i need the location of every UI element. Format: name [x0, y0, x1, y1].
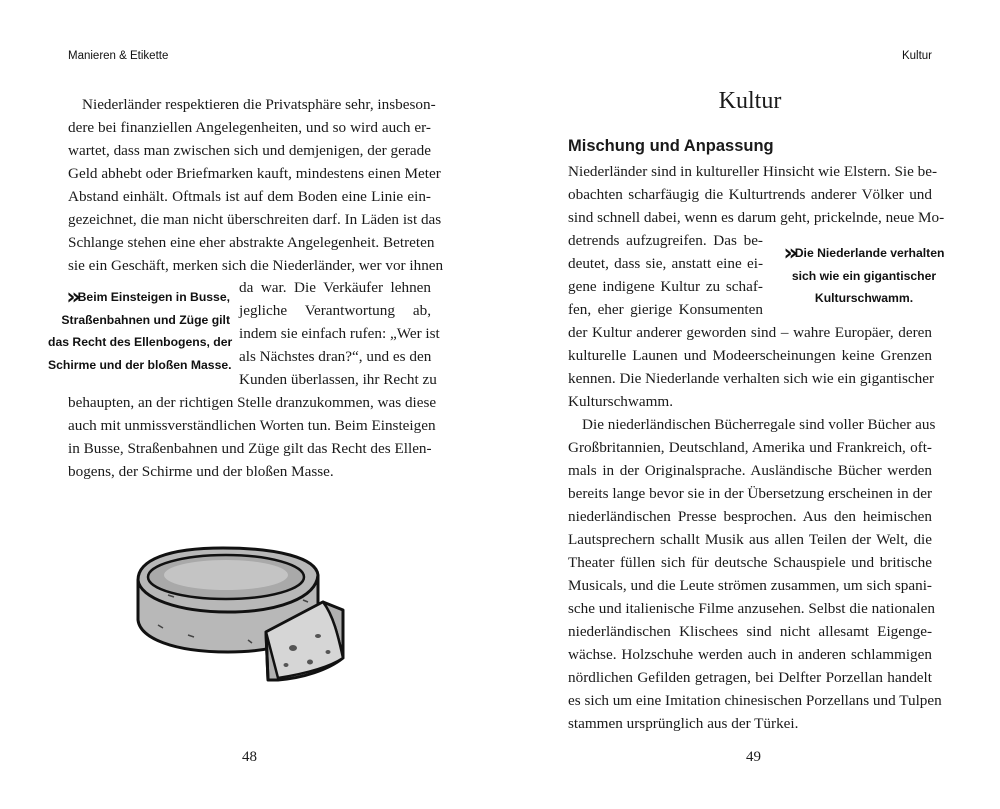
text-line: als Nächstes dran?“, und es den	[239, 348, 432, 365]
text-line: da war. Die Verkäufer lehnen	[239, 279, 431, 296]
text-line: deutet, dass sie, anstatt eine ei-	[568, 255, 763, 272]
text-line: Die niederländischen Bücherregale sind voller Bücher aus	[582, 416, 936, 433]
pull-quote-line: Beim Einsteigen in Busse,	[77, 290, 230, 304]
pull-quote-right	[776, 242, 952, 310]
text-line: Musicals, und die Leute strömen zusammen, um sich spani-	[568, 577, 932, 594]
pull-quote-line: Straßenbahnen und Züge gilt	[61, 312, 230, 327]
text-line: fen, eher gierige Konsumenten	[568, 301, 763, 318]
text-line: nördlichen Gefilden getragen, bei Delfter Porzellan handelt	[568, 669, 932, 686]
text-line: niederländischen Presse besprochen. Aus den heimischen	[568, 508, 932, 525]
text-line: in Busse, Straßenbahnen und Züge gilt das Recht des Ellen-	[68, 440, 432, 457]
text-line: niederländischen Klischees sind nicht allesamt Eigenge-	[568, 623, 932, 640]
text-line: kulturelle Launen und Modeerscheinungen keine Grenzen	[568, 347, 932, 364]
pull-quote-line: das Recht des Ellenbogens, der	[48, 335, 233, 349]
text-line: gene indigene Kultur zu schaf-	[568, 278, 763, 295]
running-head-left: Manieren & Etikette	[68, 50, 169, 62]
running-head-right: Kultur	[901, 50, 932, 62]
text-line: stammen ursprünglich aus der Türkei.	[568, 715, 799, 732]
right-page	[500, 0, 1000, 809]
cheese-wheel-icon	[128, 540, 358, 690]
text-line: detrends aufzugreifen. Das be-	[568, 232, 763, 249]
text-line: Kunden überlassen, ihr Recht zu	[239, 371, 437, 388]
text-line: Großbritannien, Deutschland, Amerika und Frankreich, oft-	[568, 439, 932, 456]
text-line: jegliche Verantwortung ab,	[239, 302, 431, 319]
text-line: wartet, dass man zwischen sich und demjenigen, der gerade	[68, 142, 431, 159]
pull-quote-line: Schirme und der bloßen Masse.	[48, 357, 232, 372]
text-line: mals in der Originalsprache. Ausländische Bücher werden	[568, 462, 932, 479]
text-line: Niederländer respektieren die Privatsphäre sehr, insbeson-	[82, 96, 436, 113]
text-line: Geld abhebt oder Briefmarken kauft, mindestens einen Meter	[68, 165, 441, 182]
text-line: indem sie einfach rufen: „Wer ist	[239, 325, 440, 342]
chevron-right-icon: »	[783, 241, 794, 266]
text-line: gezeichnet, die man nicht überschreiten darf. In Läden ist das	[68, 211, 442, 228]
chevron-right-icon: »	[66, 285, 77, 310]
pull-quote-line: Die Niederlande verhalten	[794, 246, 945, 260]
text-line: Lautsprechern schallt Musik aus allen Teilen der Welt, die	[568, 531, 932, 548]
text-line: Schlange stehen eine eher abstrakte Angelegenheit. Betreten	[68, 234, 435, 251]
text-line: es sich um eine Imitation chinesischen Porzellans und Tulpen	[568, 692, 942, 709]
text-line: wächse. Holzschuhe werden auch in anderen schlammigen	[568, 646, 932, 663]
text-line: kennen. Die Niederlande verhalten sich wie ein gigantischer	[568, 370, 935, 387]
page-number-right: 49	[746, 749, 761, 765]
text-line: der Kultur anderer geworden sind – wahre Europäer, deren	[568, 324, 932, 341]
page-number-left: 48	[242, 749, 257, 765]
section-title: Mischung und Anpassung	[568, 137, 774, 155]
text-line: Abstand einhält. Oftmals ist auf dem Boden eine Linie ein-	[68, 188, 431, 205]
text-line: sie ein Geschäft, merken sich die Niederländer, wer vor ihnen	[68, 257, 444, 274]
pull-quote-line: Kulturschwamm.	[814, 291, 914, 305]
text-line: behaupten, an der richtigen Stelle dranzukommen, was diese	[68, 394, 437, 411]
text-line: Niederländer sind in kultureller Hinsicht wie Elstern. Sie be-	[568, 163, 938, 180]
pull-quote-left	[48, 285, 233, 376]
text-line: Theater füllen sich für deutsche Schauspiele und britische	[568, 554, 932, 571]
text-line: dere bei finanziellen Angelegenheiten, und so wird auch er-	[68, 119, 431, 136]
text-line: sind schnell dabei, wenn es darum geht, prickelnde, neue Mo-	[568, 209, 945, 226]
pull-quote-line: sich wie ein gigantischer	[791, 268, 937, 283]
chapter-title: Kultur	[718, 88, 782, 114]
text-line: Kulturschwamm.	[568, 393, 674, 410]
text-line: sche und italienische Filme anzusehen. Selbst die nationalen	[568, 600, 935, 617]
text-line: bereits lange bevor sie in der Übersetzung erscheinen in der	[568, 485, 932, 502]
text-line: bogens, der Schirme und der bloßen Masse.	[68, 463, 334, 480]
text-line: auch mit unmissverständlichen Worten tun. Beim Einsteigen	[68, 417, 436, 434]
text-line: obachten scharfäugig die Kulturtrends anderer Völker und	[568, 186, 932, 203]
